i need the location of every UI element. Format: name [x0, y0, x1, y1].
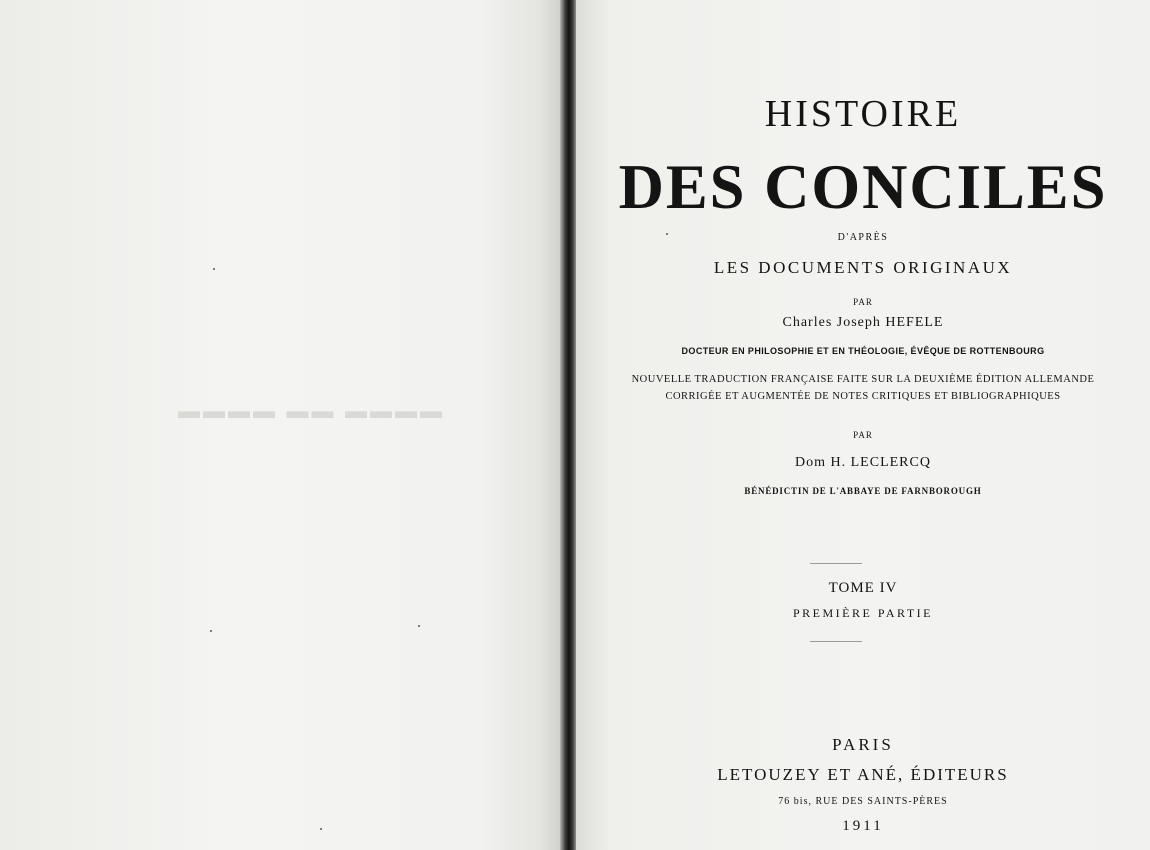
publication-year: 1911 — [842, 818, 884, 834]
publisher: LETOUZEY ET ANÉ, ÉDITEURS — [717, 765, 1009, 784]
title-line-1: HISTOIRE — [764, 93, 962, 135]
translator-description: BÉNÉDICTIN DE L'ABBAYE DE FARNBOROUGH — [744, 486, 982, 496]
ink-speck — [418, 625, 420, 627]
subtitle-intro: D'APRÈS — [837, 232, 889, 243]
title-line-2: DES CONCILES — [618, 151, 1108, 222]
publication-city: PARIS — [832, 735, 894, 754]
translation-note-line-1: NOUVELLE TRADUCTION FRANÇAISE FAITE SUR LA DEUXIÈME ÉDITION ALLEMANDE — [631, 374, 1095, 385]
ink-speck — [210, 630, 212, 632]
ink-speck — [213, 268, 215, 270]
left-page-bleed-through — [0, 0, 562, 850]
subtitle: LES DOCUMENTS ORIGINAUX — [713, 258, 1013, 277]
divider-top — [810, 563, 862, 564]
translation-note-line-2: CORRIGÉE ET AUGMENTÉE DE NOTES CRITIQUES ET BIBLIOGRAPHIQUES — [665, 391, 1061, 402]
by-label-translator: PAR — [853, 430, 873, 440]
ink-speck — [320, 828, 322, 830]
volume-part: PREMIÈRE PARTIE — [792, 606, 933, 620]
author-description: DOCTEUR EN PHILOSOPHIE ET EN THÉOLOGIE, ÉVÊQUE DE ROTTENBOURG — [681, 346, 1045, 356]
author-name: Charles Joseph HEFELE — [782, 315, 944, 330]
publisher-address: 76 bis, RUE DES SAINTS-PÈRES — [778, 796, 948, 807]
bleed-through-shadow: ▬▬▬▬ ▬▬ ▬▬▬▬ — [175, 398, 442, 423]
by-label-author: PAR — [853, 297, 873, 307]
volume-label: TOME IV — [828, 580, 898, 596]
divider-bottom — [810, 641, 862, 642]
translator-name: Dom H. LECLERCQ — [795, 455, 931, 470]
